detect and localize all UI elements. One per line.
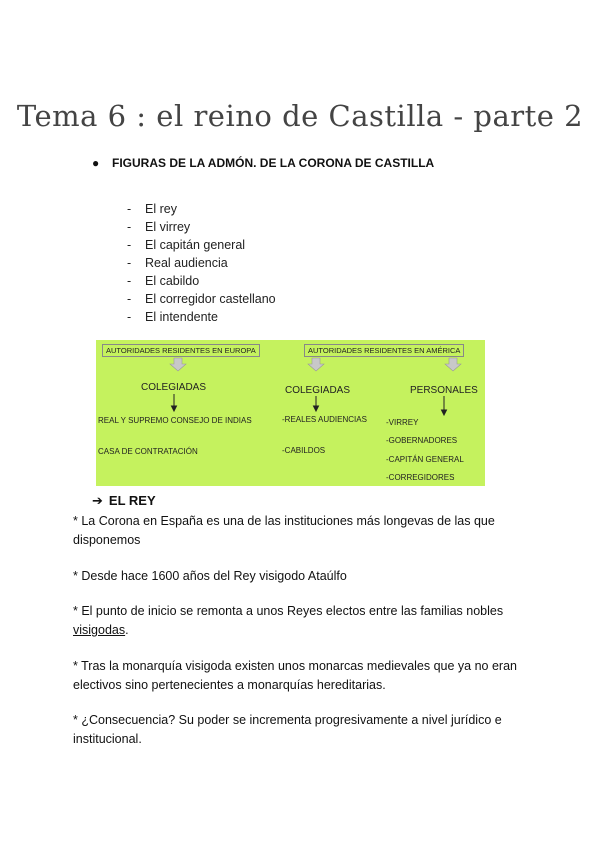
europe-header: AUTORIDADES RESIDENTES EN EUROPA: [102, 344, 260, 357]
arrowhead-icon: [442, 410, 447, 415]
list-item: - El cabildo: [127, 274, 200, 288]
dash-icon: -: [127, 256, 132, 270]
underlined-word: visigodas: [73, 623, 126, 637]
america-colegiadas-item: -CABILDOS: [282, 446, 326, 455]
block-arrow-icon: [308, 358, 324, 371]
arrowhead-icon: [172, 406, 177, 411]
section-heading: [92, 493, 156, 509]
america-personales-item: -GOBERNADORES: [386, 436, 458, 445]
figures-heading-text: FIGURAS DE LA ADMÓN. DE LA CORONA DE CASTILLA: [112, 156, 435, 170]
dash-icon: -: [127, 274, 132, 288]
dash-icon: -: [127, 202, 132, 216]
arrowhead-icon: [314, 406, 319, 411]
list-item: - El rey: [127, 202, 177, 216]
figures-list: [127, 200, 276, 326]
diagram-connectors: [96, 340, 485, 486]
bullet-icon: ●: [92, 156, 100, 170]
figures-heading: [92, 156, 434, 170]
list-item: - El intendente: [127, 310, 218, 324]
dash-icon: -: [127, 220, 132, 234]
europe-item: REAL Y SUPREMO CONSEJO DE INDIAS: [98, 416, 252, 425]
block-arrow-icon: [445, 358, 461, 371]
paragraph: * Desde hace 1600 años del Rey visigodo Ataúlfo: [73, 569, 347, 583]
america-personales-item: -CAPITÁN GENERAL: [386, 455, 464, 464]
america-personales-item: -VIRREY: [386, 418, 419, 427]
europe-group-label: COLEGIADAS: [141, 382, 207, 393]
dash-icon: -: [127, 292, 132, 306]
dash-icon: -: [127, 238, 132, 252]
america-header: AUTORIDADES RESIDENTES EN AMÉRICA: [304, 344, 464, 357]
paragraph: * El punto de inicio se remonta a unos Reyes electos entre las familias nobles visigodas.: [73, 604, 504, 637]
right-arrow-icon: ➔: [92, 493, 103, 508]
paragraph: * Tras la monarquía visigoda existen unos monarcas medievales que ya no eran electivos sino pertenecientes a monarquías hereditarias.: [73, 659, 518, 692]
america-personales-item: -CORREGIDORES: [386, 473, 455, 482]
list-item: - El virrey: [127, 220, 191, 234]
section-heading-text: EL REY: [108, 493, 156, 508]
dash-icon: -: [127, 310, 132, 324]
america-colegiadas-item: -REALES AUDIENCIAS: [282, 415, 367, 424]
paragraph: * ¿Consecuencia? Su poder se incrementa progresivamente a nivel jurídico e institucional.: [73, 713, 502, 746]
list-item: - El corregidor castellano: [127, 292, 276, 306]
list-item: - Real audiencia: [127, 256, 228, 270]
block-arrow-icon: [170, 358, 186, 371]
page-title: Tema 6 : el reino de Castilla - parte 2: [16, 99, 584, 134]
america-colegiadas-label: COLEGIADAS: [285, 385, 351, 396]
authorities-diagram: [96, 340, 485, 486]
america-personales-label: PERSONALES: [410, 385, 478, 396]
paragraph: * La Corona en España es una de las instituciones más longevas de las que disponemos: [73, 514, 495, 547]
list-item: - El capitán general: [127, 238, 246, 252]
europe-item: CASA DE CONTRATACIÓN: [98, 447, 198, 456]
